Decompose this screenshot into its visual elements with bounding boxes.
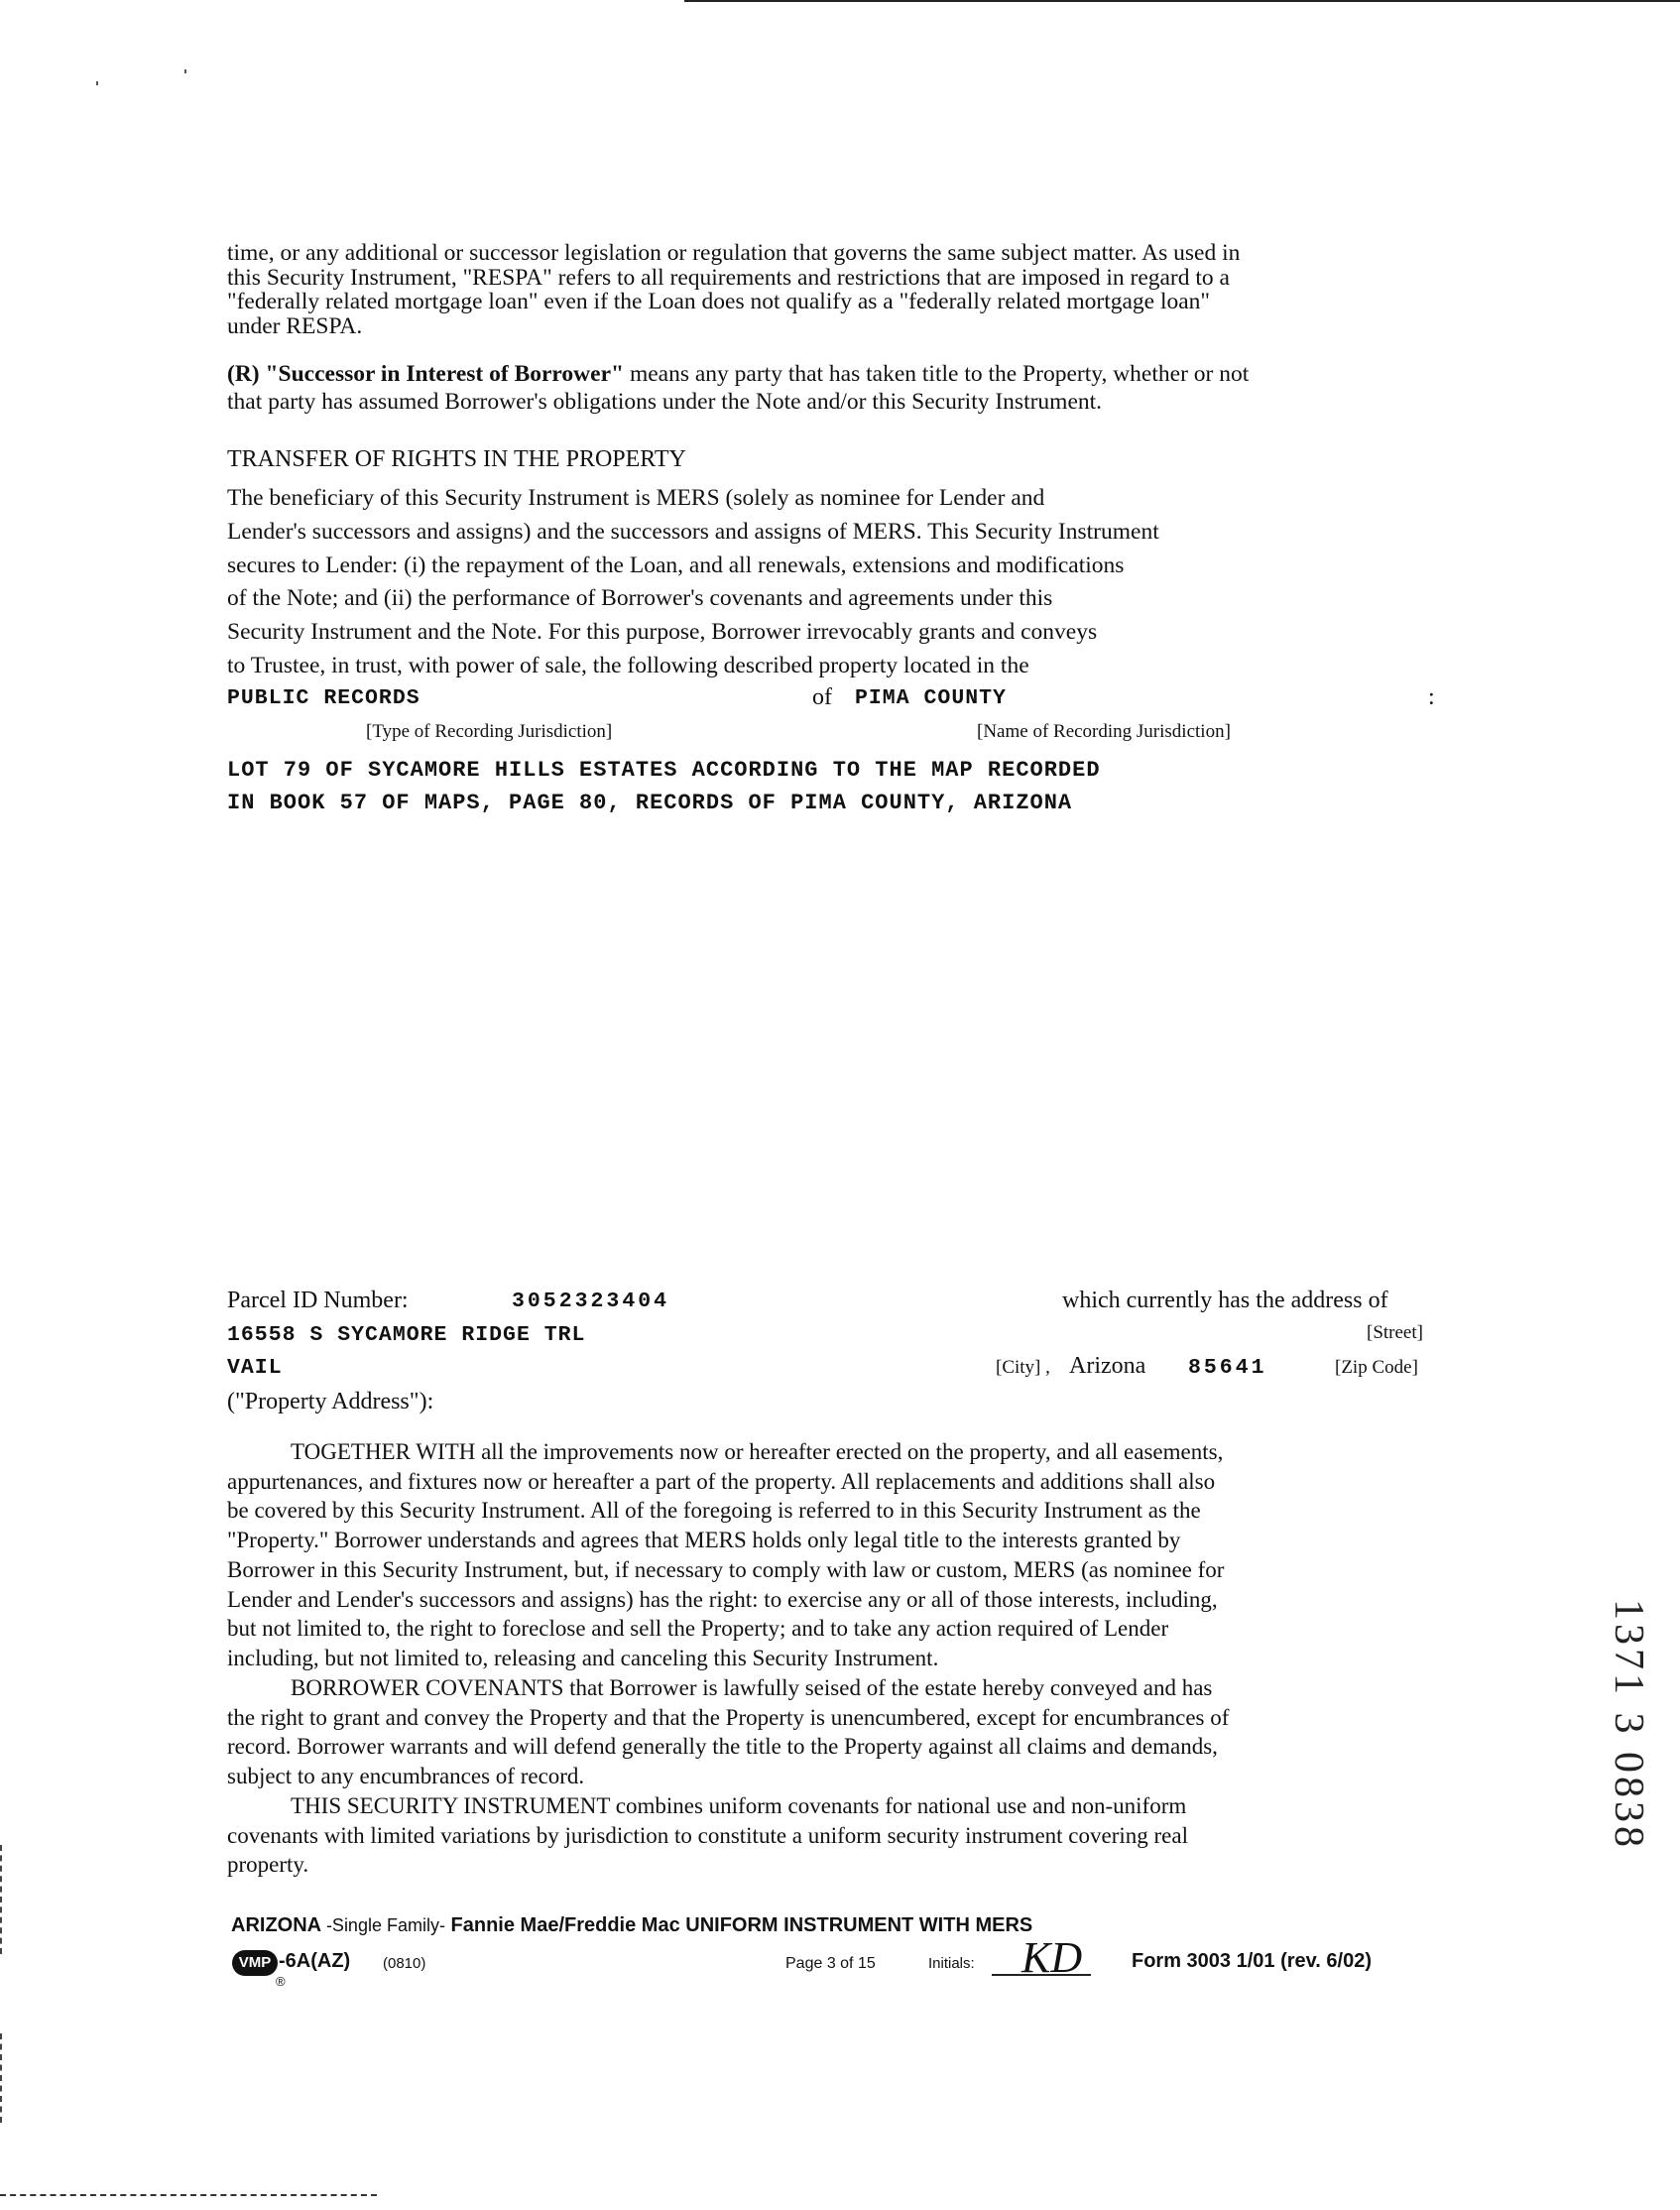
bottom-edge-mark xyxy=(0,2194,377,2196)
state: Arizona xyxy=(1069,1353,1146,1379)
transfer-line: secures to Lender: (i) the repayment of the Loan, and all renewals, extensions and modifications xyxy=(227,552,1125,578)
address-intro: which currently has the address of xyxy=(1062,1288,1388,1313)
successor-label: (R) "Successor in Interest of Borrower" xyxy=(227,361,625,387)
street-caption: [Street] xyxy=(1367,1322,1423,1343)
side-document-number: 1371 3 0838 xyxy=(1606,1599,1651,1851)
together-line: including, but not limited to, releasing and canceling this Security Instrument. xyxy=(227,1645,939,1670)
together-line: but not limited to, the right to foreclose and sell the Property; and to take any action required of Lender xyxy=(227,1616,1169,1642)
covenants-line: BORROWER COVENANTS that Borrower is lawfully seised of the estate hereby conveyed and has xyxy=(291,1675,1213,1700)
transfer-line: The beneficiary of this Security Instrument is MERS (solely as nominee for Lender and xyxy=(227,485,1045,511)
together-line: be covered by this Security Instrument. All of the foregoing is referred to in this Security Instrument as the xyxy=(227,1498,1201,1524)
form-code: -6A(AZ) xyxy=(279,1950,351,1972)
borrower-covenants-paragraph xyxy=(227,1673,1437,1791)
form-number: Form 3003 1/01 (rev. 6/02) xyxy=(1132,1950,1372,1972)
parcel-number: 3052323404 xyxy=(512,1289,670,1313)
uniform-instrument-paragraph xyxy=(227,1791,1437,1880)
respa-line: under RESPA. xyxy=(227,312,363,339)
uniform-line: property. xyxy=(227,1852,309,1878)
legal-description-line: IN BOOK 57 OF MAPS, PAGE 80, RECORDS OF PIMA COUNTY, ARIZONA xyxy=(227,791,1073,815)
footer-state: ARIZONA xyxy=(231,1914,321,1936)
respa-line: time, or any additional or successor legislation or regulation that governs the same subject matter. As used in xyxy=(227,240,1241,266)
scan-edge-mark xyxy=(0,2033,10,2123)
respa-line: "federally related mortgage loan" even if the Loan does not qualify as a "federally related mortgage loan" xyxy=(227,289,1211,314)
respa-line: this Security Instrument, "RESPA" refers to all requirements and restrictions that are imposed in regard to a xyxy=(227,264,1230,291)
handwritten-initials: KD xyxy=(1021,1933,1083,1982)
registered-mark: ® xyxy=(276,1974,286,1989)
covenants-line: subject to any encumbrances of record. xyxy=(227,1764,585,1789)
city: VAIL xyxy=(227,1356,283,1380)
successor-definition xyxy=(227,360,1435,416)
legal-description xyxy=(227,754,1101,819)
zip-caption: [Zip Code] xyxy=(1335,1357,1418,1378)
scan-edge-mark xyxy=(0,1845,10,1954)
jurisdiction-type: PUBLIC RECORDS xyxy=(227,686,420,710)
top-border-line xyxy=(684,0,1680,2)
vmp-logo: VMP xyxy=(232,1950,278,1976)
transfer-paragraph xyxy=(227,482,1435,683)
together-line: TOGETHER WITH all the improvements now or hereafter erected on the property, and all easements, xyxy=(291,1439,1224,1464)
covenants-line: the right to grant and convey the Property and that the Property is unencumbered, except for encumbrances of xyxy=(227,1704,1230,1730)
scan-speck xyxy=(184,69,186,73)
uniform-line: covenants with limited variations by jurisdiction to constitute a uniform security instrument covering real xyxy=(227,1822,1188,1848)
transfer-line: Security Instrument and the Note. For this purpose, Borrower irrevocably grants and conveys xyxy=(227,619,1098,646)
together-line: Lender and Lender's successors and assigns) has the right: to exercise any or all of those interests, including, xyxy=(227,1586,1218,1612)
transfer-line: to Trustee, in trust, with power of sale, the following described property located in the xyxy=(227,652,1029,678)
jurisdiction-name-caption: [Name of Recording Jurisdiction] xyxy=(977,721,1231,742)
legal-description-line: LOT 79 OF SYCAMORE HILLS ESTATES ACCORDING TO THE MAP RECORDED xyxy=(227,758,1101,783)
transfer-heading: TRANSFER OF RIGHTS IN THE PROPERTY xyxy=(227,446,686,472)
jurisdiction-name: PIMA COUNTY xyxy=(855,686,1007,710)
jurisdiction-colon: : xyxy=(1428,684,1435,710)
city-caption: [City] , xyxy=(996,1357,1050,1378)
footer-family: -Single Family- xyxy=(325,1915,445,1935)
zip-code: 85641 xyxy=(1188,1356,1267,1380)
initials-label: Initials: xyxy=(928,1955,975,1972)
of-word: of xyxy=(812,684,832,710)
footer-instrument: Fannie Mae/Freddie Mac UNIFORM INSTRUMENT WITH MERS xyxy=(450,1914,1033,1936)
respa-continuation xyxy=(227,241,1435,338)
jurisdiction-type-caption: [Type of Recording Jurisdiction] xyxy=(366,721,613,742)
together-with-paragraph xyxy=(227,1437,1437,1673)
uniform-line: THIS SECURITY INSTRUMENT combines uniform covenants for national use and non-uniform xyxy=(291,1793,1187,1818)
together-line: Borrower in this Security Instrument, but, if necessary to comply with law or custom, MERS (as nominee for xyxy=(227,1556,1225,1582)
footer-title xyxy=(231,1914,1032,1937)
page-number: Page 3 of 15 xyxy=(785,1955,876,1972)
transfer-line: Lender's successors and assigns) and the successors and assigns of MERS. This Security Instrument xyxy=(227,518,1159,545)
successor-text: that party has assumed Borrower's obligations under the Note and/or this Security Instrument. xyxy=(227,389,1103,415)
covenants-line: record. Borrower warrants and will defend generally the title to the Property against all claims and demands, xyxy=(227,1734,1218,1760)
street-address: 16558 S SYCAMORE RIDGE TRL xyxy=(227,1323,586,1347)
scan-speck xyxy=(96,81,98,85)
together-line: appurtenances, and fixtures now or hereafter a part of the property. All replacements and additions shall also xyxy=(227,1468,1216,1494)
together-line: "Property." Borrower understands and agrees that MERS holds only legal title to the interests granted by xyxy=(227,1528,1181,1553)
successor-text: means any party that has taken title to the Property, whether or not xyxy=(629,361,1250,387)
form-revision: (0810) xyxy=(383,1955,426,1972)
parcel-label: Parcel ID Number: xyxy=(227,1288,409,1313)
property-address-label: ("Property Address"): xyxy=(227,1389,434,1414)
transfer-line: of the Note; and (ii) the performance of Borrower's covenants and agreements under this xyxy=(227,585,1053,612)
